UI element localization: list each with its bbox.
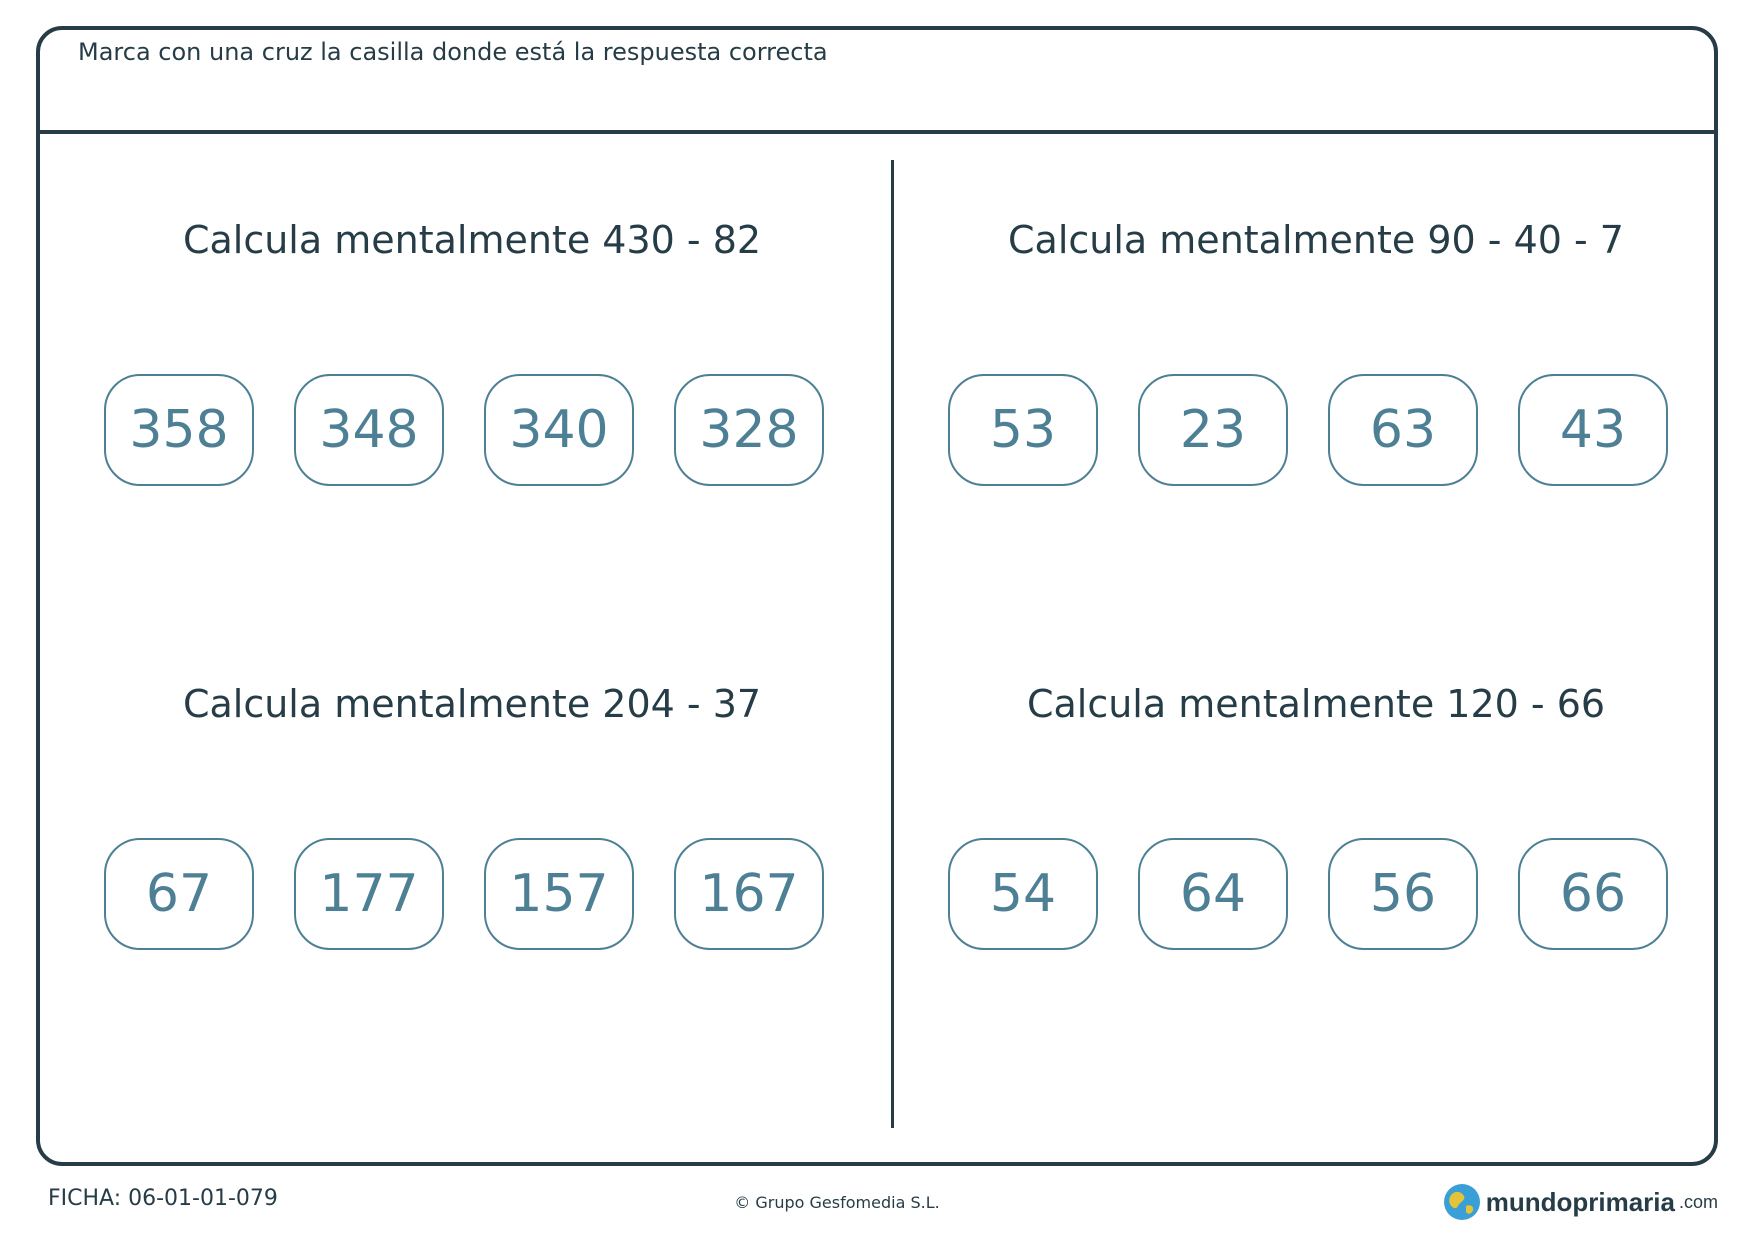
answer-option[interactable]: 157 bbox=[484, 838, 634, 950]
answer-option[interactable]: 23 bbox=[1138, 374, 1288, 486]
center-divider bbox=[891, 160, 894, 1128]
answer-option[interactable]: 63 bbox=[1328, 374, 1478, 486]
answer-option[interactable]: 43 bbox=[1518, 374, 1668, 486]
worksheet-code: FICHA: 06-01-01-079 bbox=[48, 1186, 278, 1211]
answer-option[interactable]: 56 bbox=[1328, 838, 1478, 950]
options-4 bbox=[948, 838, 1668, 950]
answer-option[interactable]: 67 bbox=[104, 838, 254, 950]
question-4: Calcula mentalmente 120 - 66 bbox=[1026, 682, 1606, 726]
answer-option[interactable]: 53 bbox=[948, 374, 1098, 486]
worksheet-frame bbox=[36, 26, 1718, 1166]
answer-option[interactable]: 167 bbox=[674, 838, 824, 950]
copyright-text: © Grupo Gesfomedia S.L. bbox=[734, 1193, 940, 1212]
instruction-text: Marca con una cruz la casilla donde está la respuesta correcta bbox=[78, 38, 828, 66]
question-2: Calcula mentalmente 90 - 40 - 7 bbox=[1008, 218, 1624, 262]
answer-option[interactable]: 358 bbox=[104, 374, 254, 486]
answer-option[interactable]: 64 bbox=[1138, 838, 1288, 950]
answer-option[interactable]: 66 bbox=[1518, 838, 1668, 950]
header-divider bbox=[36, 130, 1718, 134]
logo-tld: .com bbox=[1678, 1191, 1718, 1212]
question-3: Calcula mentalmente 204 - 37 bbox=[182, 682, 762, 726]
answer-option[interactable]: 340 bbox=[484, 374, 634, 486]
options-2 bbox=[948, 374, 1668, 486]
globe-icon bbox=[1442, 1182, 1482, 1222]
answer-option[interactable]: 177 bbox=[294, 838, 444, 950]
answer-option[interactable]: 54 bbox=[948, 838, 1098, 950]
logo-name: mundoprimaria bbox=[1485, 1186, 1675, 1217]
answer-option[interactable]: 328 bbox=[674, 374, 824, 486]
answer-option[interactable]: 348 bbox=[294, 374, 444, 486]
site-logo[interactable] bbox=[1442, 1182, 1718, 1222]
options-1 bbox=[104, 374, 824, 486]
question-1: Calcula mentalmente 430 - 82 bbox=[182, 218, 762, 262]
options-3 bbox=[104, 838, 824, 950]
